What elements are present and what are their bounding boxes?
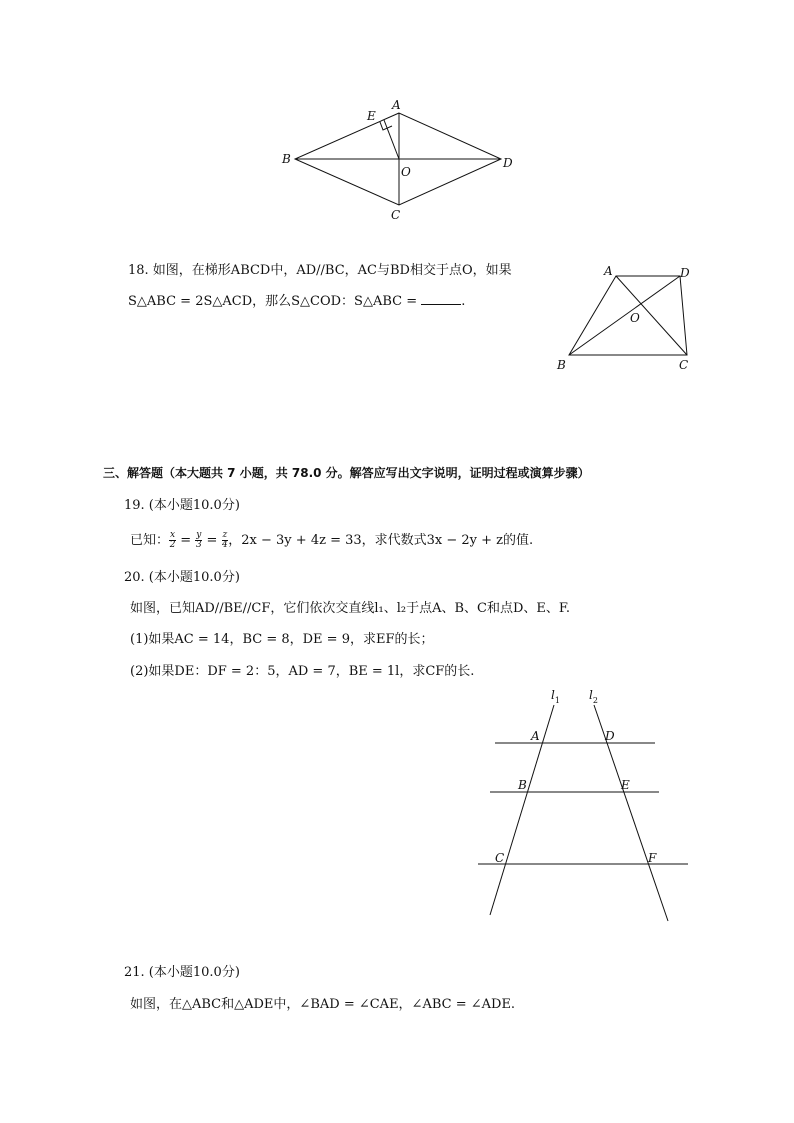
- label-d: D: [605, 729, 615, 743]
- diagonal-ac: [616, 276, 687, 355]
- fraction-y: $\frac{y}{3}$: [195, 530, 202, 550]
- label-d: D: [680, 266, 690, 280]
- label-f: F: [648, 851, 657, 865]
- q18-line2-text: S△ABC = 2S△ACD，那么S△COD：S△ABC =: [128, 294, 422, 309]
- label-d: D: [503, 156, 513, 170]
- label-e: E: [367, 109, 376, 123]
- label-c: C: [679, 358, 689, 372]
- label-l2: $l_2$: [589, 688, 598, 705]
- label-b: B: [557, 358, 566, 372]
- q20-part2: (2)如果DE：DF = 2：5，AD = 7，BE = 1l，求CF的长.: [130, 664, 475, 679]
- q19-rest: ，2x − 3y + 4z = 33，求代数式3x − 2y + z的值.: [228, 533, 534, 548]
- label-b: B: [518, 778, 527, 792]
- label-a: A: [531, 729, 540, 743]
- q20-title: 20. (本小题10.0分): [124, 570, 240, 585]
- line-l1: [490, 705, 554, 915]
- label-b: B: [282, 152, 291, 166]
- q18-line1: 18. 如图，在梯形ABCD中，AD//BC，AC与BD相交于点O，如果: [128, 263, 512, 278]
- label-a: A: [604, 264, 613, 278]
- label-o: O: [630, 311, 640, 325]
- trapezoid-outline: [569, 276, 687, 355]
- q18-line2-end: .: [461, 294, 466, 309]
- q21-title: 21. (本小题10.0分): [124, 965, 240, 980]
- label-c: C: [391, 208, 401, 222]
- q20-part1: (1)如果AC = 14，BC = 8，DE = 9，求EF的长；: [130, 632, 434, 647]
- section-heading: 三、解答题（本大题共 7 小题，共 78.0 分。解答应写出文字说明，证明过程或演算步骤）: [103, 466, 590, 480]
- label-l1: $l_1$: [551, 688, 560, 705]
- q19-title: 19. (本小题10.0分): [124, 498, 240, 513]
- answer-blank[interactable]: [421, 292, 461, 305]
- q18-line2: [128, 292, 465, 311]
- rhombus-figure: [275, 95, 525, 225]
- label-o: O: [401, 165, 411, 179]
- label-a: A: [392, 98, 401, 112]
- q21-stem: 如图，在△ABC和△ADE中，∠BAD = ∠CAE，∠ABC = ∠ADE.: [130, 997, 516, 1012]
- parallel-lines-figure: [475, 685, 695, 925]
- q19-stem: 已知： $\frac{x}{2}$ = $\frac{y}{3}$ = $\frac{z}{4}$ ，2x − 3y + 4z = 33，求代数式3x − 2y + z的值.: [130, 530, 534, 550]
- q20-stem: 如图，已知AD//BE//CF，它们依次交直线l₁、l₂于点A、B、C和点D、E、F.: [130, 601, 571, 616]
- q19-prefix: 已知：: [130, 533, 170, 548]
- fraction-x: $\frac{x}{2}$: [169, 530, 176, 550]
- label-e: E: [621, 778, 630, 792]
- diagonal-bd: [569, 276, 680, 355]
- label-c: C: [495, 851, 505, 865]
- trapezoid-figure: [550, 262, 700, 377]
- fraction-z: $\frac{z}{4}$: [222, 530, 228, 550]
